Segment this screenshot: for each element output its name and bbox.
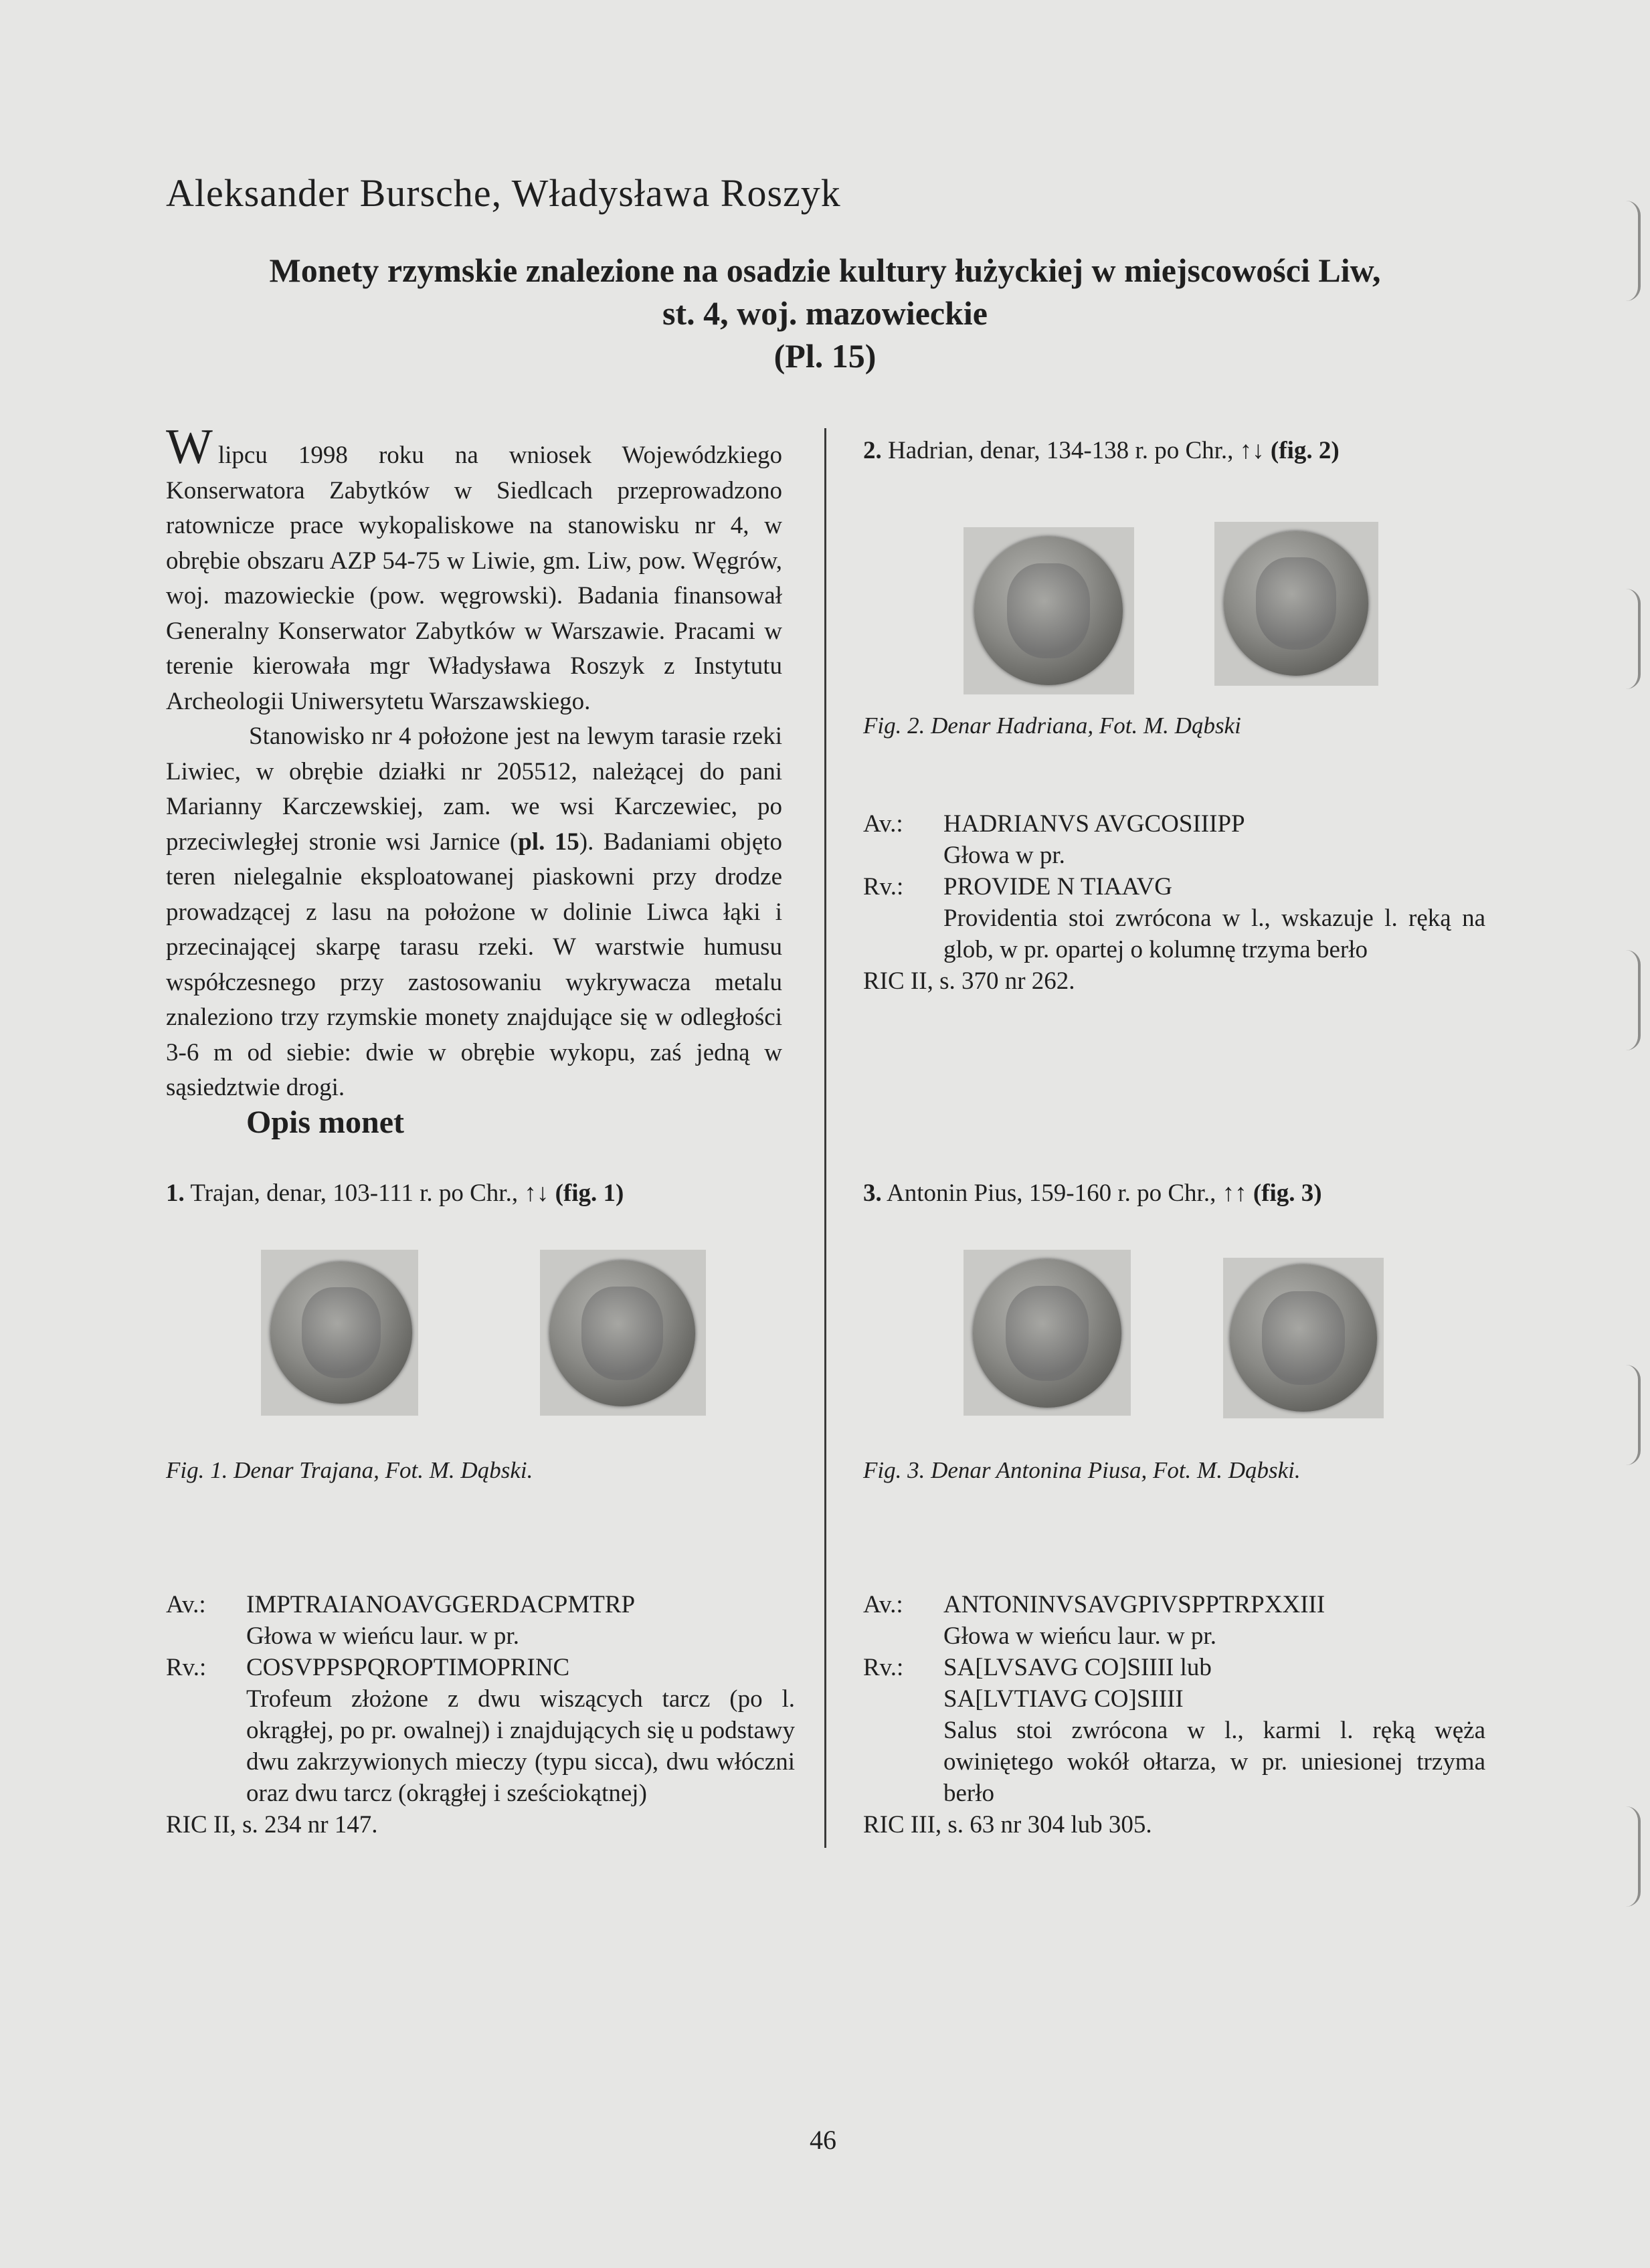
coin-heading xyxy=(863,436,1340,465)
coin-photo-reverse xyxy=(964,1250,1131,1416)
drop-cap: W xyxy=(166,419,213,474)
reverse-description: Providentia stoi zwrócona w l., wskazuje l. ręką na glob, w pr. opartej o kolumnę trzyma berło xyxy=(943,905,1485,963)
ric-reference: RIC III, s. 63 nr 304 lub 305. xyxy=(863,1811,1152,1838)
obverse-label: Av.: xyxy=(166,1591,206,1618)
binding-mark xyxy=(1626,1365,1641,1465)
reverse-legend: PROVIDE N TIAAVG xyxy=(943,873,1172,901)
obverse-description: Głowa w wieńcu laur. w pr. xyxy=(943,1622,1216,1650)
section-title: Opis monet xyxy=(246,1105,405,1140)
coin-heading xyxy=(166,1179,624,1208)
title-line: Monety rzymskie znalezione na osadzie kultury łużyckiej w miejscowości Liw, xyxy=(269,252,1381,289)
intro-paragraph: lipcu 1998 roku na wniosek Wojewódzkiego Konserwatora Zabytków w Siedlcach przeprowadzono ratownicze prace wykopaliskowe na stanowisku nr 4, w obrębie obszaru AZP 54-75 w Liwie, gm. Liw, pow. Węgrów, woj. mazowieckie (pow. węgrowski). Badania finansował Generalny Konserwator Zabytków w Warszawie. Pracami w terenie kierowała mgr Władysława Roszyk z Instytutu Archeologii Uniwersytetu Warszawskiego. xyxy=(166,442,782,715)
binding-mark xyxy=(1626,201,1641,301)
figure-reference: (fig. 1) xyxy=(555,1179,624,1207)
intro-paragraph-part: ). Badaniami objęto teren nielegalnie eksploatowanej piaskowni przy drodze prowadzącej z lasu na położone w dolinie Liwca łąki i przecinającej skarpę tarasu rzeki. W warstwie humusu współczesnego przy zastosowaniu wykrywacza metalu znaleziono trzy rzymskie monety znajdujące się w odległości 3-6 m od siebie: dwie w obrębie wykopu, zaś jedną w sąsiedztwie drogi. xyxy=(166,828,783,1101)
reverse-legend-alt: SA[LVTIAVG CO]SIIII xyxy=(943,1685,1184,1713)
reverse-label: Rv.: xyxy=(863,1654,904,1681)
figure-reference: (fig. 3) xyxy=(1253,1179,1322,1207)
coin-photo-obverse xyxy=(1214,522,1378,686)
reverse-legend: SA[LVSAVG CO]SIIII lub xyxy=(943,1654,1212,1681)
obverse-description: Głowa w wieńcu laur. w pr. xyxy=(246,1622,519,1650)
ric-reference: RIC II, s. 234 nr 147. xyxy=(166,1811,378,1838)
reverse-description: Trofeum złożone z dwu wiszących tarcz (po l. okrągłej, po pr. owalnej) i znajdujących się u podstawy dwu zakrzywionych mieczy (typu sicca), dwu włóczni oraz dwu tarcz (okrągłej i sześciokątnej) xyxy=(246,1685,795,1807)
binding-mark xyxy=(1626,950,1641,1050)
figure-caption: Fig. 3. Denar Antonina Piusa, Fot. M. Dąbski. xyxy=(863,1457,1301,1483)
figure-caption: Fig. 1. Denar Trajana, Fot. M. Dąbski. xyxy=(166,1457,533,1483)
reverse-description: Salus stoi zwrócona w l., karmi l. ręką węża owiniętego wokół ołtarza, w pr. uniesionej trzyma berło xyxy=(943,1717,1485,1807)
figure-caption: Fig. 2. Denar Hadriana, Fot. M. Dąbski xyxy=(863,713,1241,739)
plate-reference: pl. 15 xyxy=(518,828,579,856)
coin-description xyxy=(166,1589,795,1840)
coin-heading-text: Hadrian, denar, 134-138 r. po Chr., ↑↓ xyxy=(888,437,1271,464)
article-title xyxy=(167,249,1483,377)
obverse-legend: ANTONINVSAVGPIVSPPTRPXXIII xyxy=(943,1591,1325,1618)
coin-heading-text: Antonin Pius, 159-160 r. po Chr., ↑↑ xyxy=(886,1179,1253,1207)
obverse-label: Av.: xyxy=(863,1591,903,1618)
coin-description xyxy=(863,1589,1485,1840)
coin-photo-obverse xyxy=(1223,1258,1384,1418)
obverse-legend: IMPTRAIANOAVGGERDACPMTRP xyxy=(246,1591,636,1618)
column-divider xyxy=(824,428,826,1848)
obverse-legend: HADRIANVS AVGCOSIIIPP xyxy=(943,810,1245,838)
obverse-description: Głowa w pr. xyxy=(943,842,1065,869)
reverse-legend: COSVPPSPQROPTIMOPRINC xyxy=(246,1654,570,1681)
binding-mark xyxy=(1626,589,1641,689)
coin-photo-reverse xyxy=(540,1250,706,1416)
title-line: st. 4, woj. mazowieckie xyxy=(662,294,988,332)
ric-reference: RIC II, s. 370 nr 262. xyxy=(863,967,1075,995)
title-line: (Pl. 15) xyxy=(773,337,877,375)
reverse-label: Rv.: xyxy=(166,1654,207,1681)
reverse-label: Rv.: xyxy=(863,873,904,901)
coin-heading-text: Trajan, denar, 103-111 r. po Chr., ↑↓ xyxy=(190,1179,555,1207)
obverse-label: Av.: xyxy=(863,810,903,838)
coin-number: 3. xyxy=(863,1179,882,1207)
coin-heading xyxy=(863,1179,1322,1208)
coin-photo-reverse xyxy=(964,527,1134,694)
page-number: 46 xyxy=(810,2125,836,2155)
coin-description xyxy=(863,808,1485,997)
intro-text xyxy=(166,419,783,1106)
intro-paragraph-part: Stanowisko nr 4 położone jest na lewym tarasie rzeki Liwiec, w obrębie działki nr 205512, należącej do pani Marianny Karczewskiej, zam. we wsi Karczewiec, po przeciwległej stronie wsi Jarnice ( xyxy=(166,723,782,856)
figure-reference: (fig. 2) xyxy=(1270,437,1340,464)
coin-number: 1. xyxy=(166,1179,185,1207)
coin-number: 2. xyxy=(863,437,882,464)
coin-photo-obverse xyxy=(261,1250,418,1416)
authors: Aleksander Bursche, Władysława Roszyk xyxy=(166,171,841,215)
binding-mark xyxy=(1626,1806,1641,1907)
